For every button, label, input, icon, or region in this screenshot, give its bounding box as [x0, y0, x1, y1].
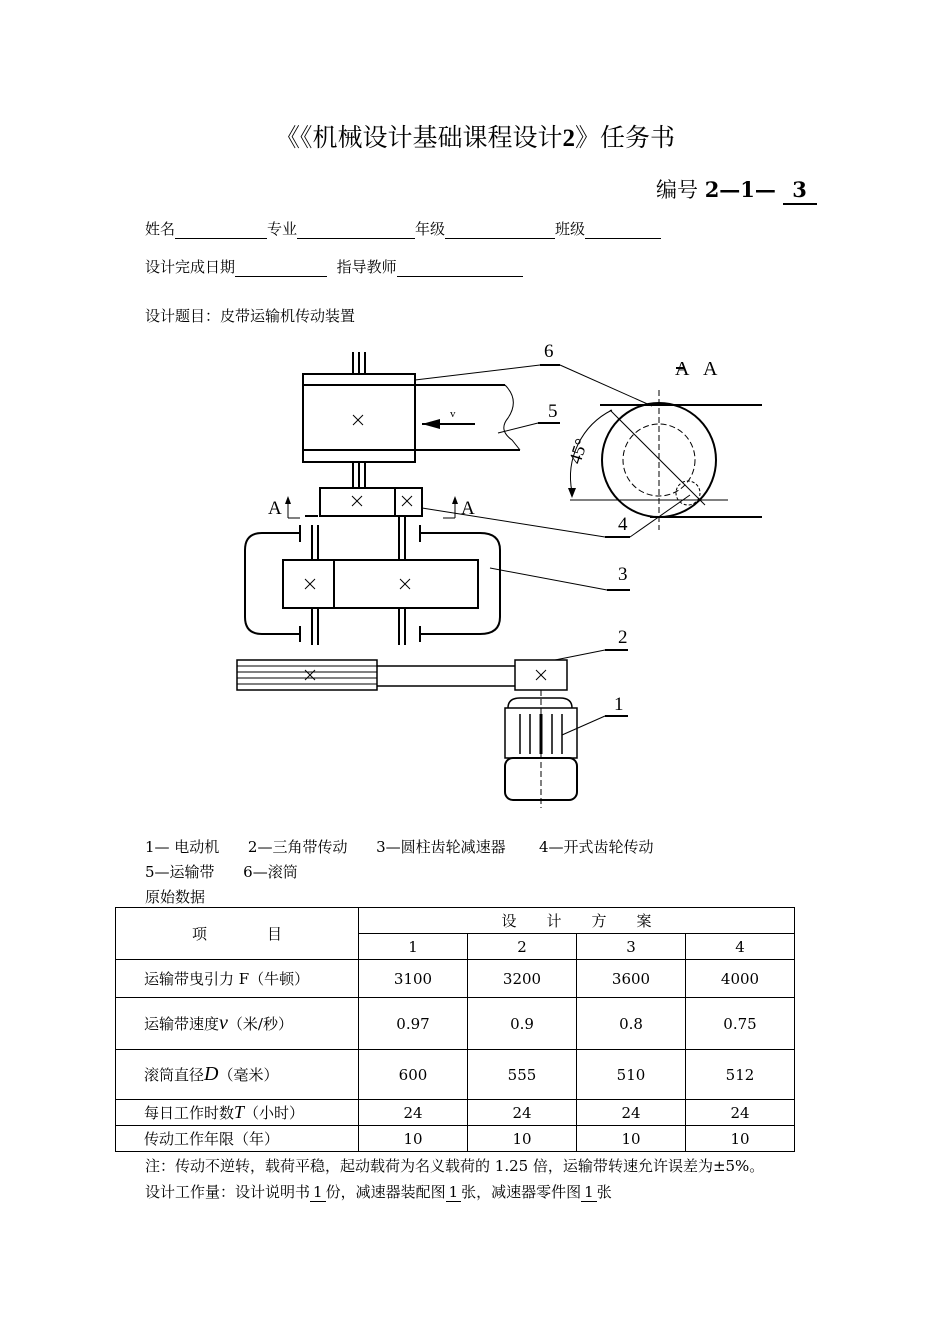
table-row [116, 1126, 795, 1152]
section-label-left: A [268, 498, 282, 519]
date-teacher-row: 设计完成日期 指导教师 [145, 256, 523, 277]
plan-col-4: 4 [686, 934, 795, 960]
callout-3: 3 [618, 564, 628, 585]
row-label: 运输带速度v（米/秒） [116, 998, 359, 1050]
table-row [116, 960, 795, 998]
cell: 3600 [577, 960, 686, 998]
name-blank [175, 222, 267, 239]
open-gear [320, 488, 422, 516]
cell: 0.9 [468, 998, 577, 1050]
row-label: 每日工作时数T（小时） [116, 1100, 359, 1126]
cell: 512 [686, 1050, 795, 1100]
cell: 24 [577, 1100, 686, 1126]
row-label: 传动工作年限（年） [116, 1126, 359, 1152]
cell: 3200 [468, 960, 577, 998]
callout-4: 4 [618, 514, 628, 535]
row-label: 滚筒直径D（毫米） [116, 1050, 359, 1100]
section-view-title-a1: A [675, 358, 690, 380]
cell: 0.75 [686, 998, 795, 1050]
item-header: 项 目 [116, 908, 359, 960]
v-belt-drive [237, 660, 567, 690]
electric-motor [505, 690, 577, 808]
section-label-right: A [461, 498, 475, 519]
workload: 设计工作量：设计说明书 1 份，减速器装配图 1 张，减速器零件图 1 张 [145, 1183, 612, 1201]
teacher-blank [397, 260, 523, 277]
cell: 0.97 [359, 998, 468, 1050]
cell: 4000 [686, 960, 795, 998]
plan-col-3: 3 [577, 934, 686, 960]
cell: 24 [686, 1100, 795, 1126]
gear-reducer [245, 516, 500, 645]
design-topic: 设计题目：皮带运输机传动装置 [145, 307, 356, 325]
callout-2: 2 [618, 627, 628, 648]
cell: 555 [468, 1050, 577, 1100]
table-row [116, 1050, 795, 1100]
note: 注：传动不逆转，载荷平稳，起动载荷为名义载荷的 1.25 倍，运输带转速允许误差为±5%。 [145, 1157, 765, 1175]
table-row [116, 1100, 795, 1126]
legend-line-2: 5—运输带 6—滚筒 [145, 863, 298, 881]
drum-assembly [303, 352, 520, 488]
legend-line-1: 1— 电动机 2—三角带传动 3—圆柱齿轮减速器 4—开式齿轮传动 [145, 838, 654, 856]
cell: 10 [359, 1126, 468, 1152]
cell: 3100 [359, 960, 468, 998]
transmission-diagram [0, 330, 950, 810]
cell: 24 [468, 1100, 577, 1126]
callout-6: 6 [544, 341, 554, 362]
plan-col-1: 1 [359, 934, 468, 960]
cell: 10 [468, 1126, 577, 1152]
doc-number: 编号 2—1— 3 [656, 174, 817, 205]
cell: 24 [359, 1100, 468, 1126]
plan-col-2: 2 [468, 934, 577, 960]
angle-label: 45° [564, 436, 592, 467]
callout-5: 5 [548, 401, 558, 422]
section-view-a-a [568, 368, 762, 530]
callout-1: 1 [614, 694, 624, 715]
plan-header: 设 计 方 案 [359, 908, 795, 934]
cell: 0.8 [577, 998, 686, 1050]
grade-blank [445, 222, 555, 239]
major-blank [297, 222, 415, 239]
doc-number-value: 3 [783, 177, 817, 205]
date-blank [235, 260, 327, 277]
cell: 10 [577, 1126, 686, 1152]
student-info-row: 姓名 专业 年级 班级 [145, 218, 661, 239]
raw-data-title: 原始数据 [145, 888, 206, 906]
velocity-label: v [450, 408, 456, 420]
cell: 510 [577, 1050, 686, 1100]
page-title: 《《机械设计基础课程设计2》任务书 [274, 123, 676, 152]
section-view-title-a2: A [703, 358, 718, 380]
design-data-table [115, 907, 795, 1152]
table-row [116, 998, 795, 1050]
class-blank [585, 222, 661, 239]
cell: 10 [686, 1126, 795, 1152]
row-label: 运输带曳引力 F（牛顿） [116, 960, 359, 998]
cell: 600 [359, 1050, 468, 1100]
